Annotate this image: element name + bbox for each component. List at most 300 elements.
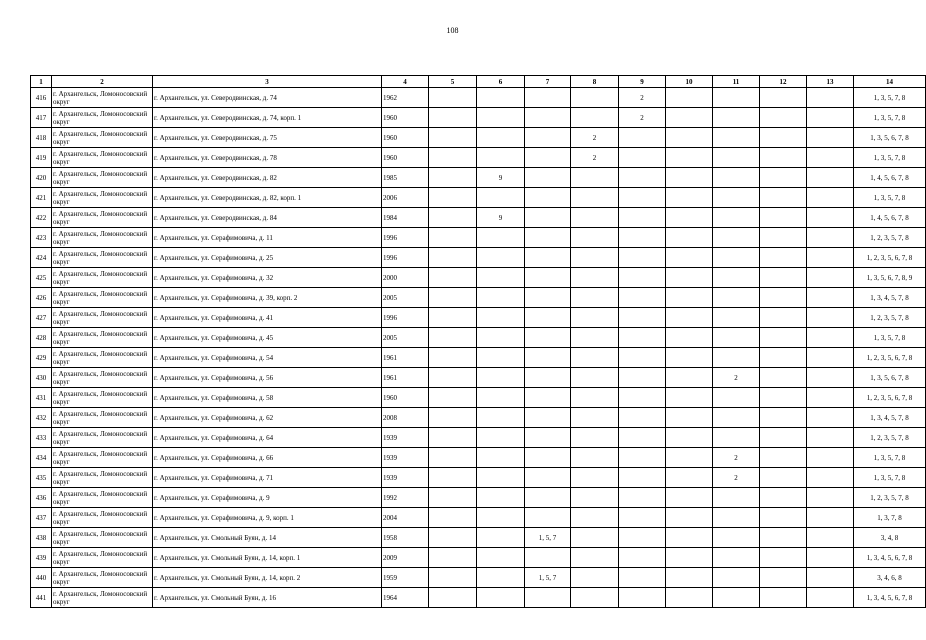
address-cell: г. Архангельск, ул. Смольный Буян, д. 14: [153, 528, 382, 548]
value-cell: [713, 288, 760, 308]
value-cell: 2: [571, 128, 619, 148]
address-cell: г. Архангельск, ул. Серафимовича, д. 45: [153, 328, 382, 348]
value-cell: [760, 348, 807, 368]
value-cell: [807, 488, 854, 508]
row-number: 434: [31, 448, 52, 468]
value-cell: [429, 568, 477, 588]
value-cell: [807, 108, 854, 128]
value-cell: [760, 448, 807, 468]
codes-cell: 1, 3, 5, 6, 7, 8: [854, 368, 926, 388]
value-cell: [619, 428, 666, 448]
table-row: [31, 508, 926, 528]
address-cell: г. Архангельск, ул. Северодвинская, д. 75: [153, 128, 382, 148]
row-number: 430: [31, 368, 52, 388]
year-cell: 1996: [382, 228, 429, 248]
value-cell: [429, 588, 477, 608]
value-cell: [525, 468, 571, 488]
value-cell: [713, 488, 760, 508]
value-cell: [571, 228, 619, 248]
value-cell: [760, 188, 807, 208]
value-cell: [760, 328, 807, 348]
value-cell: [807, 128, 854, 148]
table-body: [31, 88, 926, 608]
value-cell: [807, 568, 854, 588]
district-cell: г. Архангельск, Ломоносовский округ: [52, 428, 153, 448]
address-cell: г. Архангельск, ул. Серафимовича, д. 58: [153, 388, 382, 408]
district-cell: г. Архангельск, Ломоносовский округ: [52, 148, 153, 168]
district-cell: г. Архангельск, Ломоносовский округ: [52, 188, 153, 208]
row-number: 432: [31, 408, 52, 428]
value-cell: [807, 268, 854, 288]
value-cell: [525, 128, 571, 148]
value-cell: [429, 548, 477, 568]
value-cell: 2: [713, 468, 760, 488]
value-cell: [760, 548, 807, 568]
value-cell: [429, 328, 477, 348]
value-cell: [807, 168, 854, 188]
district-cell: г. Архангельск, Ломоносовский округ: [52, 368, 153, 388]
table-row: [31, 128, 926, 148]
value-cell: [571, 388, 619, 408]
value-cell: [760, 428, 807, 448]
value-cell: [666, 248, 713, 268]
value-cell: [525, 588, 571, 608]
address-cell: г. Архангельск, ул. Серафимовича, д. 71: [153, 468, 382, 488]
value-cell: [760, 288, 807, 308]
row-number: 419: [31, 148, 52, 168]
year-cell: 2006: [382, 188, 429, 208]
value-cell: [760, 108, 807, 128]
district-cell: г. Архангельск, Ломоносовский округ: [52, 128, 153, 148]
value-cell: [619, 288, 666, 308]
table-row: [31, 428, 926, 448]
value-cell: [429, 428, 477, 448]
value-cell: [666, 188, 713, 208]
value-cell: [760, 508, 807, 528]
value-cell: [713, 408, 760, 428]
value-cell: [525, 448, 571, 468]
value-cell: [619, 228, 666, 248]
codes-cell: 1, 2, 3, 5, 7, 8: [854, 228, 926, 248]
codes-cell: 1, 2, 3, 5, 6, 7, 8: [854, 348, 926, 368]
value-cell: [807, 428, 854, 448]
value-cell: [429, 308, 477, 328]
address-cell: г. Архангельск, ул. Северодвинская, д. 82, корп. 1: [153, 188, 382, 208]
value-cell: [619, 588, 666, 608]
table-row: [31, 408, 926, 428]
district-cell: г. Архангельск, Ломоносовский округ: [52, 228, 153, 248]
value-cell: [571, 368, 619, 388]
value-cell: [666, 88, 713, 108]
value-cell: [477, 228, 525, 248]
value-cell: [571, 168, 619, 188]
value-cell: [525, 248, 571, 268]
row-number: 416: [31, 88, 52, 108]
value-cell: [429, 348, 477, 368]
value-cell: [429, 288, 477, 308]
row-number: 418: [31, 128, 52, 148]
row-number: 433: [31, 428, 52, 448]
year-cell: 2000: [382, 268, 429, 288]
year-cell: 2009: [382, 548, 429, 568]
value-cell: [619, 368, 666, 388]
value-cell: [619, 208, 666, 228]
value-cell: [713, 508, 760, 528]
value-cell: [477, 288, 525, 308]
year-cell: 1939: [382, 468, 429, 488]
year-cell: 1960: [382, 388, 429, 408]
codes-cell: 1, 3, 5, 7, 8: [854, 468, 926, 488]
value-cell: [713, 428, 760, 448]
value-cell: [477, 368, 525, 388]
value-cell: [619, 328, 666, 348]
column-header: 7: [525, 76, 571, 88]
address-cell: г. Архангельск, ул. Серафимовича, д. 54: [153, 348, 382, 368]
value-cell: [429, 208, 477, 228]
district-cell: г. Архангельск, Ломоносовский округ: [52, 308, 153, 328]
value-cell: [619, 248, 666, 268]
value-cell: [571, 588, 619, 608]
table-row: [31, 248, 926, 268]
value-cell: [429, 368, 477, 388]
value-cell: [477, 508, 525, 528]
district-cell: г. Архангельск, Ломоносовский округ: [52, 248, 153, 268]
row-number: 427: [31, 308, 52, 328]
table-row: [31, 288, 926, 308]
value-cell: [619, 488, 666, 508]
value-cell: [525, 148, 571, 168]
value-cell: [571, 568, 619, 588]
row-number: 435: [31, 468, 52, 488]
column-header: 6: [477, 76, 525, 88]
value-cell: [807, 348, 854, 368]
codes-cell: 1, 2, 3, 5, 6, 7, 8: [854, 388, 926, 408]
value-cell: [477, 588, 525, 608]
district-cell: г. Архангельск, Ломоносовский округ: [52, 388, 153, 408]
district-cell: г. Архангельск, Ломоносовский округ: [52, 168, 153, 188]
row-number: 420: [31, 168, 52, 188]
year-cell: 1984: [382, 208, 429, 228]
value-cell: [713, 388, 760, 408]
value-cell: [571, 528, 619, 548]
value-cell: [760, 468, 807, 488]
value-cell: [525, 328, 571, 348]
value-cell: [807, 408, 854, 428]
value-cell: [477, 568, 525, 588]
value-cell: [525, 188, 571, 208]
column-header: 10: [666, 76, 713, 88]
value-cell: [477, 108, 525, 128]
value-cell: [666, 128, 713, 148]
year-cell: 1960: [382, 128, 429, 148]
year-cell: 1959: [382, 568, 429, 588]
codes-cell: 3, 4, 8: [854, 528, 926, 548]
value-cell: [571, 88, 619, 108]
value-cell: [477, 448, 525, 468]
district-cell: г. Архангельск, Ломоносовский округ: [52, 468, 153, 488]
row-number: 421: [31, 188, 52, 208]
year-cell: 2008: [382, 408, 429, 428]
table-row: [31, 168, 926, 188]
column-header: 11: [713, 76, 760, 88]
value-cell: [713, 308, 760, 328]
value-cell: [666, 568, 713, 588]
year-cell: 2005: [382, 288, 429, 308]
row-number: 428: [31, 328, 52, 348]
table-row: [31, 368, 926, 388]
page-number: 108: [446, 26, 459, 35]
value-cell: [713, 548, 760, 568]
value-cell: [713, 108, 760, 128]
table-row: [31, 268, 926, 288]
value-cell: [429, 488, 477, 508]
value-cell: [619, 348, 666, 368]
address-cell: г. Архангельск, ул. Серафимовича, д. 39, корп. 2: [153, 288, 382, 308]
value-cell: [571, 328, 619, 348]
table-row: [31, 528, 926, 548]
value-cell: [666, 168, 713, 188]
value-cell: [619, 528, 666, 548]
table-row: [31, 488, 926, 508]
codes-cell: 1, 3, 4, 5, 6, 7, 8: [854, 588, 926, 608]
value-cell: [713, 228, 760, 248]
district-cell: г. Архангельск, Ломоносовский округ: [52, 528, 153, 548]
address-cell: г. Архангельск, ул. Серафимовича, д. 9: [153, 488, 382, 508]
value-cell: [760, 128, 807, 148]
value-cell: [807, 88, 854, 108]
year-cell: 1964: [382, 588, 429, 608]
value-cell: 2: [619, 108, 666, 128]
value-cell: [525, 208, 571, 228]
table-row: [31, 448, 926, 468]
address-cell: г. Архангельск, ул. Серафимовича, д. 62: [153, 408, 382, 428]
value-cell: [619, 408, 666, 428]
value-cell: [525, 348, 571, 368]
table-row: [31, 568, 926, 588]
address-cell: г. Архангельск, ул. Серафимовича, д. 9, корп. 1: [153, 508, 382, 528]
value-cell: 2: [713, 368, 760, 388]
value-cell: [713, 528, 760, 548]
value-cell: [807, 368, 854, 388]
value-cell: [619, 168, 666, 188]
value-cell: [666, 428, 713, 448]
value-cell: [477, 468, 525, 488]
year-cell: 1961: [382, 368, 429, 388]
value-cell: [713, 188, 760, 208]
value-cell: [713, 348, 760, 368]
value-cell: [429, 168, 477, 188]
value-cell: [666, 388, 713, 408]
codes-cell: 1, 3, 5, 7, 8: [854, 108, 926, 128]
district-cell: г. Архангельск, Ломоносовский округ: [52, 208, 153, 228]
value-cell: [477, 428, 525, 448]
value-cell: 2: [571, 148, 619, 168]
address-cell: г. Архангельск, ул. Серафимовича, д. 66: [153, 448, 382, 468]
codes-cell: 1, 3, 4, 5, 7, 8: [854, 288, 926, 308]
value-cell: [619, 448, 666, 468]
column-header: 5: [429, 76, 477, 88]
value-cell: [571, 188, 619, 208]
column-header: 2: [52, 76, 153, 88]
column-header: 1: [31, 76, 52, 88]
value-cell: [429, 528, 477, 548]
value-cell: [571, 428, 619, 448]
value-cell: 1, 5, 7: [525, 528, 571, 548]
value-cell: 1, 5, 7: [525, 568, 571, 588]
value-cell: [571, 548, 619, 568]
codes-cell: 1, 3, 5, 7, 8: [854, 448, 926, 468]
address-cell: г. Архангельск, ул. Серафимовича, д. 56: [153, 368, 382, 388]
value-cell: [429, 148, 477, 168]
value-cell: [525, 268, 571, 288]
column-header: 8: [571, 76, 619, 88]
row-number: 426: [31, 288, 52, 308]
address-cell: г. Архангельск, ул. Серафимовича, д. 64: [153, 428, 382, 448]
value-cell: [619, 128, 666, 148]
row-number: 437: [31, 508, 52, 528]
address-cell: г. Архангельск, ул. Смольный Буян, д. 14, корп. 2: [153, 568, 382, 588]
codes-cell: 1, 4, 5, 6, 7, 8: [854, 208, 926, 228]
value-cell: [713, 148, 760, 168]
row-number: 429: [31, 348, 52, 368]
value-cell: [666, 148, 713, 168]
value-cell: [571, 448, 619, 468]
address-cell: г. Архангельск, ул. Серафимовича, д. 11: [153, 228, 382, 248]
value-cell: [760, 388, 807, 408]
value-cell: [760, 168, 807, 188]
value-cell: [571, 488, 619, 508]
value-cell: [666, 528, 713, 548]
value-cell: [571, 268, 619, 288]
address-cell: г. Архангельск, ул. Северодвинская, д. 74: [153, 88, 382, 108]
row-number: 422: [31, 208, 52, 228]
value-cell: [760, 488, 807, 508]
value-cell: [760, 248, 807, 268]
value-cell: [807, 528, 854, 548]
value-cell: [477, 248, 525, 268]
value-cell: [525, 368, 571, 388]
column-header: 12: [760, 76, 807, 88]
value-cell: [807, 248, 854, 268]
codes-cell: 1, 3, 5, 7, 8: [854, 188, 926, 208]
district-cell: г. Архангельск, Ломоносовский округ: [52, 588, 153, 608]
address-cell: г. Архангельск, ул. Смольный Буян, д. 16: [153, 588, 382, 608]
codes-cell: 3, 4, 6, 8: [854, 568, 926, 588]
value-cell: [429, 228, 477, 248]
value-cell: [619, 308, 666, 328]
column-header: 9: [619, 76, 666, 88]
value-cell: [666, 268, 713, 288]
value-cell: [666, 488, 713, 508]
value-cell: [571, 288, 619, 308]
row-number: 417: [31, 108, 52, 128]
value-cell: [713, 268, 760, 288]
value-cell: [713, 568, 760, 588]
address-cell: г. Архангельск, ул. Северодвинская, д. 78: [153, 148, 382, 168]
value-cell: [713, 328, 760, 348]
district-cell: г. Архангельск, Ломоносовский округ: [52, 288, 153, 308]
value-cell: 9: [477, 168, 525, 188]
value-cell: [760, 228, 807, 248]
housing-register-table: [30, 75, 926, 608]
value-cell: [619, 388, 666, 408]
value-cell: [713, 88, 760, 108]
value-cell: [477, 88, 525, 108]
row-number: 425: [31, 268, 52, 288]
value-cell: [666, 288, 713, 308]
value-cell: [571, 408, 619, 428]
value-cell: [477, 388, 525, 408]
district-cell: г. Архангельск, Ломоносовский округ: [52, 548, 153, 568]
value-cell: [666, 228, 713, 248]
row-number: 439: [31, 548, 52, 568]
district-cell: г. Архангельск, Ломоносовский округ: [52, 328, 153, 348]
codes-cell: 1, 3, 5, 7, 8: [854, 88, 926, 108]
value-cell: [477, 148, 525, 168]
table-row: [31, 208, 926, 228]
table-row: [31, 88, 926, 108]
district-cell: г. Архангельск, Ломоносовский округ: [52, 448, 153, 468]
value-cell: [666, 348, 713, 368]
value-cell: [807, 288, 854, 308]
codes-cell: 1, 2, 3, 5, 6, 7, 8: [854, 248, 926, 268]
table-row: [31, 588, 926, 608]
year-cell: 1939: [382, 448, 429, 468]
year-cell: 1996: [382, 308, 429, 328]
value-cell: [666, 368, 713, 388]
table-row: [31, 188, 926, 208]
value-cell: [571, 468, 619, 488]
value-cell: [477, 328, 525, 348]
district-cell: г. Архангельск, Ломоносовский округ: [52, 348, 153, 368]
year-cell: 1996: [382, 248, 429, 268]
value-cell: [619, 508, 666, 528]
value-cell: [807, 208, 854, 228]
address-cell: г. Архангельск, ул. Северодвинская, д. 82: [153, 168, 382, 188]
row-number: 424: [31, 248, 52, 268]
value-cell: [713, 248, 760, 268]
district-cell: г. Архангельск, Ломоносовский округ: [52, 268, 153, 288]
row-number: 423: [31, 228, 52, 248]
value-cell: [429, 508, 477, 528]
value-cell: [713, 128, 760, 148]
row-number: 436: [31, 488, 52, 508]
value-cell: [525, 548, 571, 568]
value-cell: [666, 508, 713, 528]
district-cell: г. Архангельск, Ломоносовский округ: [52, 408, 153, 428]
table-row: [31, 228, 926, 248]
value-cell: [760, 588, 807, 608]
value-cell: [525, 288, 571, 308]
value-cell: [666, 588, 713, 608]
value-cell: [477, 188, 525, 208]
value-cell: [477, 348, 525, 368]
value-cell: [807, 188, 854, 208]
value-cell: [429, 188, 477, 208]
year-cell: 1960: [382, 148, 429, 168]
table-row: [31, 148, 926, 168]
table-row: [31, 308, 926, 328]
value-cell: [619, 548, 666, 568]
column-header: 14: [854, 76, 926, 88]
year-cell: 1992: [382, 488, 429, 508]
value-cell: [619, 568, 666, 588]
value-cell: [807, 588, 854, 608]
column-header: 3: [153, 76, 382, 88]
value-cell: [666, 208, 713, 228]
value-cell: [429, 128, 477, 148]
value-cell: [477, 548, 525, 568]
